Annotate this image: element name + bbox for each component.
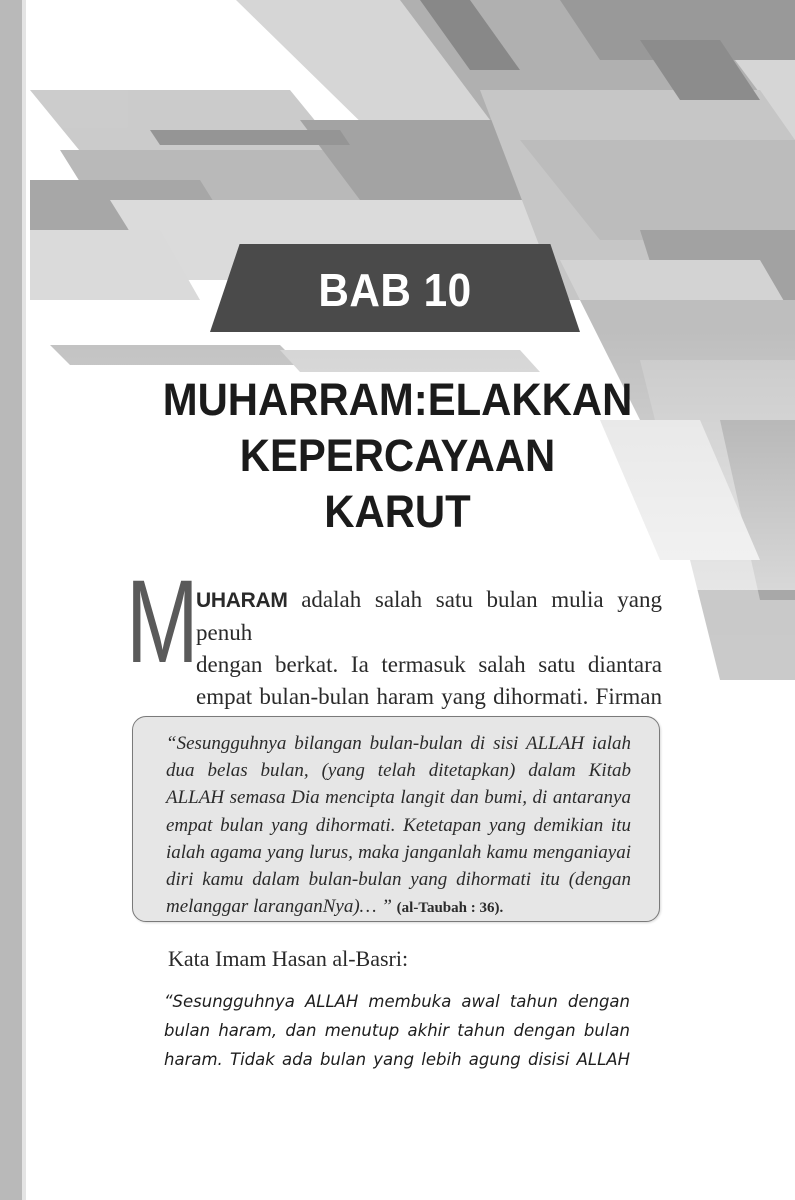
lead-word: UHARAM xyxy=(196,589,288,612)
quote-line: ALLAH semasa Dia mencipta langit dan bumi, di antaranya xyxy=(166,787,631,809)
intro-line: UHARAM adalah salah satu bulan mulia yang penuh xyxy=(196,587,663,645)
chapter-title-line: KARUT xyxy=(324,486,471,537)
quote-line: ialah agama yang lurus, maka janganlah kamu menganiayai xyxy=(166,841,631,863)
quote-line: melanggar laranganNya)… ” (al-Taubah : 36). xyxy=(166,896,504,918)
hasan-quote-line: “Sesungguhnya ALLAH membuka awal tahun dengan xyxy=(164,992,630,1011)
page-edge-highlight xyxy=(22,0,26,1200)
chapter-title-line: KEPERCAYAAN xyxy=(239,430,556,481)
quote-line: diri kamu dalam bulan-bulan yang dihormati itu (dengan xyxy=(166,869,631,891)
intro-line: dengan berkat. Ia termasuk salah satu diantara xyxy=(196,652,662,677)
page-edge-bar xyxy=(0,0,22,1200)
quote-line: “Sesungguhnya bilangan bulan-bulan di sisi ALLAH ialah xyxy=(166,733,631,754)
chapter-title xyxy=(100,372,695,540)
drop-cap: M xyxy=(126,556,199,688)
speaker-line: Kata Imam Hasan al-Basri: xyxy=(168,946,409,971)
quote-reference: (al-Taubah : 36). xyxy=(396,900,504,917)
quote-line: empat bulan yang dihormati. Ketetapan yang demikian itu xyxy=(166,814,631,836)
quote-line: dua belas bulan, (yang telah ditetapkan) dalam Kitab xyxy=(166,760,631,782)
chapter-label: BAB 10 xyxy=(318,264,472,316)
hasan-quote-line: bulan haram, dan menutup akhir tahun dengan bulan xyxy=(164,1021,630,1040)
quran-quote xyxy=(166,730,631,922)
intro-line: empat bulan-bulan haram yang dihormati. Firman xyxy=(196,684,662,709)
chapter-title-line: MUHARRAM:ELAKKAN xyxy=(162,374,633,425)
hasan-quote xyxy=(164,987,630,1074)
hasan-quote-line: haram. Tidak ada bulan yang lebih agung disisi ALLAH xyxy=(164,1050,630,1069)
